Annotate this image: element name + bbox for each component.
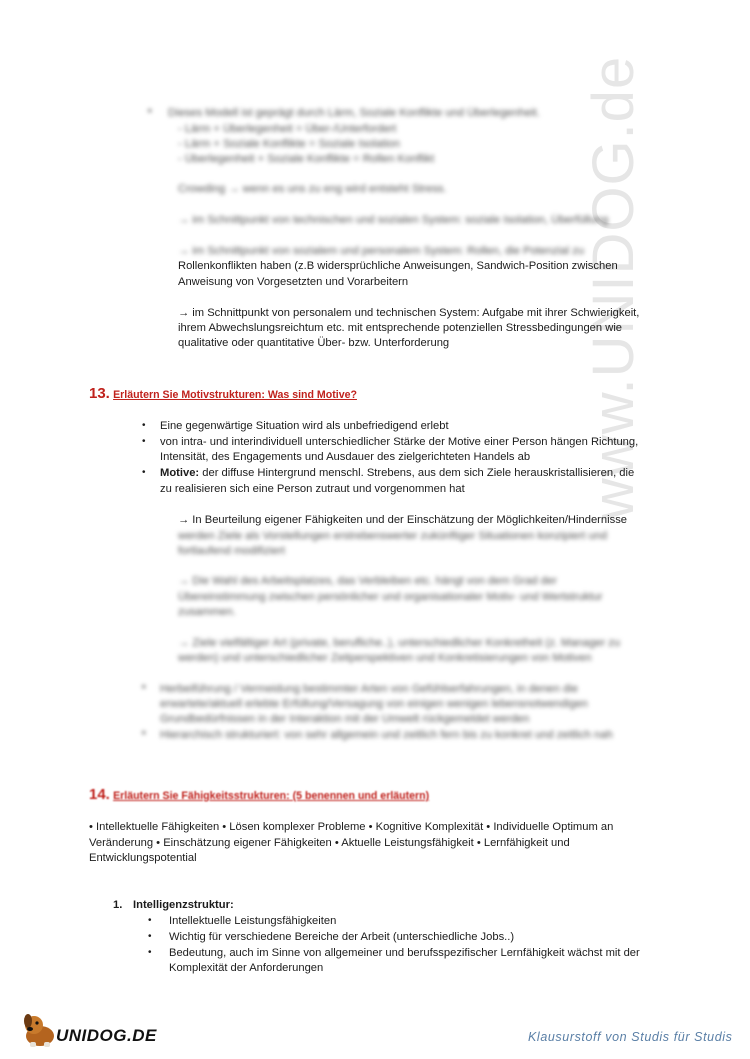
blurred-text: erwartete/aktuell erlebte Erfüllung/Versagung von einigen wenigen lebensnotwendigen	[160, 698, 588, 710]
blurred-text: - Lärm + Überlegenheit = Über-/Unterfordert	[178, 123, 397, 135]
blurred-text: - Lärm + Soziale Konflikte = Soziale Isolation	[178, 138, 401, 150]
body-text: Intellektuelle Leistungsfähigkeiten	[169, 915, 337, 927]
bullet-icon: •	[142, 728, 146, 739]
blurred-text: Dieses Modell ist geprägt durch Lärm, Soziale Konflikte und Überlegenheit.	[168, 107, 540, 119]
blurred-text: Grundbedürfnissen in der Interaktion mit der Umwelt rückgemeldet werden	[160, 713, 530, 725]
blurred-text: werden Ziele als Vorstellungen erstrebenswerter zukünftiger Situationen konzipiert und	[178, 530, 608, 542]
body-text	[160, 466, 634, 481]
blurred-text: Hierarchisch strukturiert: von sehr allgemein und zeitlich fern bis zu konkret und zeitlich nah	[160, 729, 613, 741]
body-text: • Intellektuelle Fähigkeiten • Lösen komplexer Probleme • Kognitive Komplexität • Individuelle Optimum an	[89, 821, 614, 833]
section-heading-14	[89, 786, 429, 803]
bullet-icon: •	[142, 436, 146, 447]
blurred-text: - Überlegenheit + Soziale Konflikte = Rollen Konflikt	[178, 153, 435, 165]
body-text: Wichtig für verschiedene Bereiche der Arbeit (unterschiedliche Jobs..)	[169, 931, 515, 943]
body-text: Bedeutung, auch im Sinne von allgemeiner und berufsspezifischer Lernfähigkeit wächst mit der	[169, 947, 640, 959]
body-text: qualitative oder quantitative Über- bzw. Unterforderung	[178, 337, 450, 349]
blurred-text: Herbeiführung / Vermeidung bestimmter Arten von Gefühlserfahrungen, in denen die	[160, 683, 578, 695]
blurred-text: → Ziele vielfältiger Art (private, berufliche..), unterschiedlicher Konkretheit (z. Manager zu	[178, 637, 621, 649]
bullet-icon: •	[148, 106, 152, 117]
subsection-title: Intelligenzstruktur:	[133, 899, 234, 911]
body-text: Eine gegenwärtige Situation wird als unbefriedigend erlebt	[160, 420, 449, 432]
blurred-text: → Die Wahl des Arbeitsplatzes, das Verbleiben etc. hängt von dem Grad der	[178, 575, 557, 587]
footer-logo: UNIDOG.DE	[56, 1026, 157, 1045]
body-text: → im Schnittpunkt von personalem und technischen System: Aufgabe mit ihrer Schwierigkeit,	[178, 307, 640, 319]
blurred-text: → im Schnittpunkt von technischen und sozialen System: soziale Isolation, Überfüllung	[178, 214, 609, 226]
heading-number: 13.	[89, 385, 110, 402]
bullet-icon: •	[142, 682, 146, 693]
blurred-text: Crowding → wenn es uns zu eng wird entsteht Stress.	[178, 183, 447, 195]
blurred-text: zusammen.	[178, 606, 236, 618]
bullet-icon: •	[148, 915, 152, 926]
heading-title: Erläutern Sie Motivstrukturen: Was sind Motive?	[113, 389, 357, 401]
blurred-text: → im Schnittpunkt von sozialem und personalem System: Rollen, die Potenzial zu	[178, 245, 585, 257]
blurred-text: fortlaufend modifiziert	[178, 545, 285, 557]
body-text: Rollenkonflikten haben (z.B widersprüchliche Anweisungen, Sandwich-Position zwischen	[178, 260, 618, 272]
heading-title: Erläutern Sie Fähigkeitsstrukturen: (5 benennen und erläutern)	[113, 790, 430, 802]
motive-label: Motive:	[160, 467, 200, 479]
body-text: Entwicklungspotential	[89, 852, 197, 864]
bullet-icon: •	[142, 467, 146, 478]
section-heading-13	[89, 385, 357, 402]
subsection-number: 1.	[113, 899, 123, 911]
heading-number: 14.	[89, 786, 110, 803]
body-text: zu realisieren sich eine Person zutraut und vorgenommen hat	[160, 483, 465, 495]
body-text: Anweisung von Vorgesetzten und Vorarbeitern	[178, 276, 409, 288]
body-text: von intra- und interindividuell unterschiedlicher Stärke der Motive einer Person hängen Richtung,	[160, 436, 639, 448]
body-text: ihrem Abwechslungsreichtum etc. mit entsprechende potenziellen Stressbedingungen wie	[178, 322, 623, 334]
dog-logo-icon	[20, 1012, 60, 1048]
body-text: → In Beurteilung eigener Fähigkeiten und der Einschätzung der Möglichkeiten/Hindernisse	[178, 514, 628, 526]
body-text: Intensität, des Engagements und Ausdauer des zielgerichteten Handels ab	[160, 451, 531, 463]
bullet-icon: •	[148, 931, 152, 942]
footer-tagline: Klausurstoff von Studis für Studis	[528, 1030, 733, 1044]
blurred-text: Übereinstimmung zwischen persönlicher und organisationaler Motiv- und Wertstruktur	[178, 591, 603, 603]
motive-text: der diffuse Hintergrund menschl. Strebens, aus dem sich Ziele herauskristallisieren, die	[202, 467, 635, 479]
blurred-text: werden) und unterschiedlicher Zeitperspektiven und Konkretisierungen von Motiven	[178, 652, 592, 664]
body-text: Komplexität der Anforderungen	[169, 962, 324, 974]
body-text: Veränderung • Einschätzung eigener Fähigkeiten • Aktuelle Leistungsfähigkeit • Lernfähigkeit und	[89, 837, 570, 849]
bullet-icon: •	[148, 947, 152, 958]
watermark: www.UNIDOG.de	[581, 55, 646, 520]
bullet-icon: •	[142, 420, 146, 431]
